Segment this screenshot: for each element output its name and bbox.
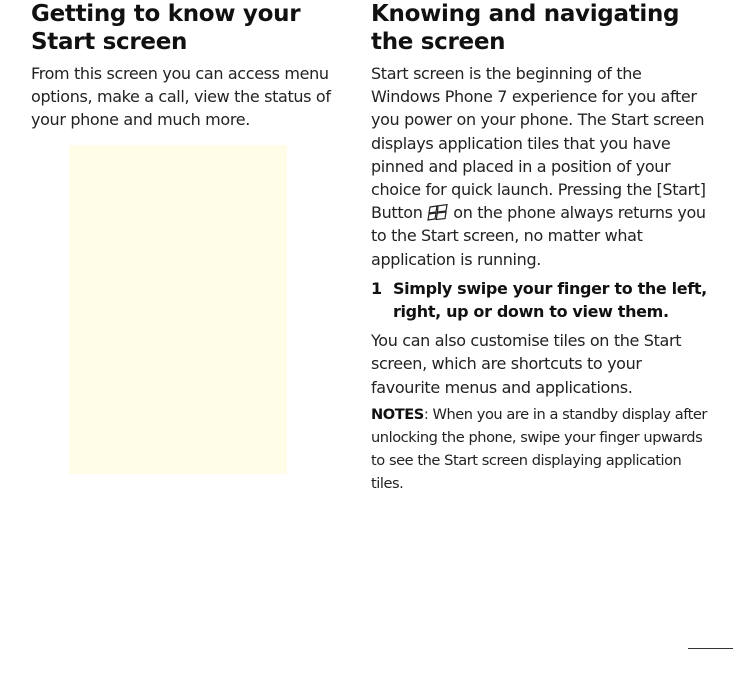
left-column: [31, 0, 351, 132]
step-number: 1: [371, 278, 382, 298]
paragraph-text-before-icon: Start screen is the beginning of the Windows Phone 7 experience for you after you power on your phone. The Start screen displays application tiles that you have pinned and placed in a position of your choice for quick launch. Pressing the [Start] Button: [371, 64, 706, 223]
notes-text: : When you are in a standby display after unlocking the phone, swipe your finger upwards to see the Start screen displaying application tiles.: [371, 405, 707, 493]
start-screen-paragraph: [371, 62, 711, 271]
customise-paragraph: You can also customise tiles on the Start screen, which are shortcuts to your favourite menus and applications.: [371, 331, 682, 397]
notes-paragraph: [371, 403, 711, 496]
step-item: [371, 277, 711, 323]
notes-label: NOTES: [371, 405, 424, 423]
section-heading-start-screen: Getting to know your Start screen: [31, 1, 301, 55]
windows-start-icon: [427, 204, 449, 221]
paragraph-text-after-icon: on the phone always returns you to the Start screen, no matter what application is running.: [371, 203, 706, 269]
right-column: [371, 0, 711, 510]
page-number-rule: [688, 648, 733, 649]
phone-image-placeholder: [69, 145, 287, 474]
intro-paragraph: From this screen you can access menu options, make a call, view the status of your phone and much more.: [31, 64, 331, 130]
step-text: Simply swipe your finger to the left, right, up or down to view them.: [393, 278, 707, 322]
section-heading-navigating: Knowing and navigating the screen: [371, 1, 680, 55]
